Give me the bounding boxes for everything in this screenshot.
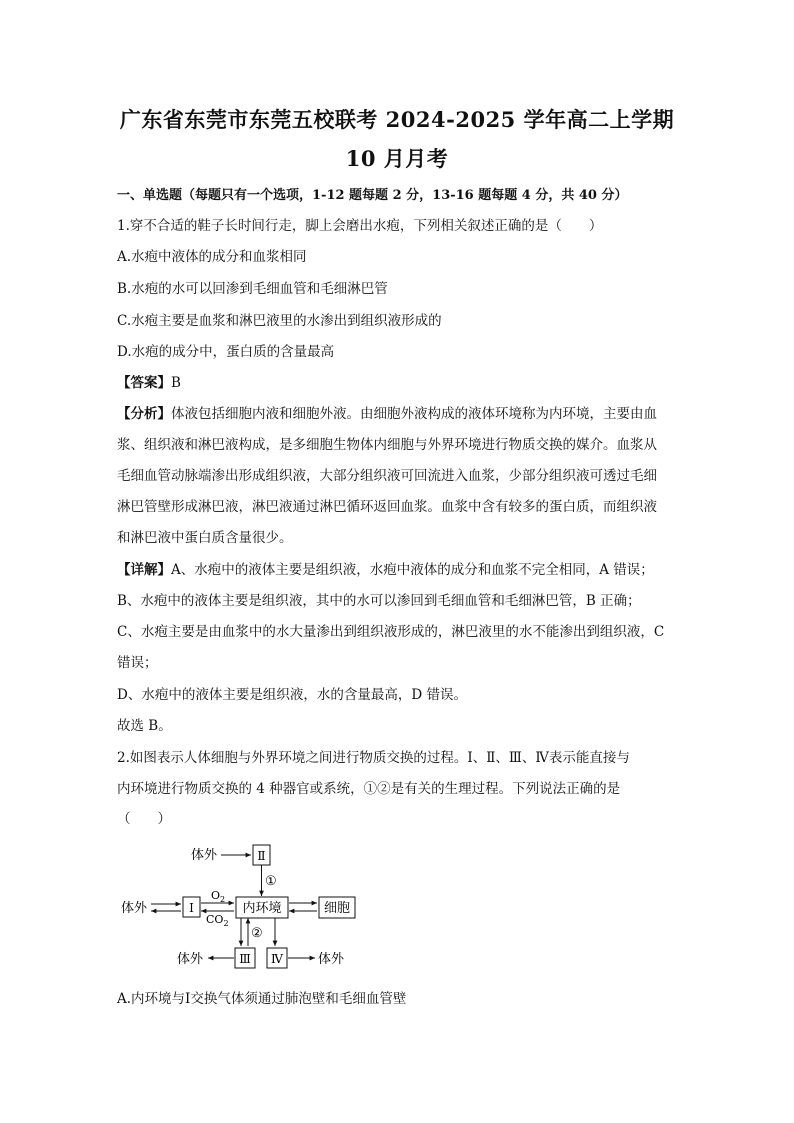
organ-iv-label: Ⅳ bbox=[271, 952, 283, 966]
process-1-label: ① bbox=[265, 874, 277, 889]
q2-stem-line: （ ） bbox=[117, 811, 171, 827]
q1-analysis-line: 淋巴管壁形成淋巴液，淋巴液通过淋巴循环返回血浆。血浆中含有较多的蛋白质，而组织液 bbox=[117, 499, 657, 515]
outside-label-top: 体外 bbox=[191, 848, 218, 863]
outside-label-left: 体外 bbox=[121, 901, 148, 916]
q1-conclusion: 故选 B。 bbox=[117, 718, 172, 734]
q1-option-d: D.水疱的成分中，蛋白质的含量最高 bbox=[117, 344, 335, 360]
q1-option-b: B.水疱的水可以回渗到毛细血管和毛细淋巴管 bbox=[117, 281, 388, 297]
q1-option-c: C.水疱主要是血浆和淋巴液里的水渗出到组织液形成的 bbox=[117, 313, 442, 329]
q2-stem-line: 内环境进行物质交换的 4 种器官或系统，①②是有关的生理过程。下列说法正确的是 bbox=[117, 781, 621, 797]
q1-stem: 1.穿不合适的鞋子长时间行走，脚上会磨出水疱，下列相关叙述正确的是（ ） bbox=[117, 218, 603, 234]
q1-detail-line: C、水疱主要是由血浆中的水大量渗出到组织液形成的，淋巴液里的水不能渗出到组织液，C bbox=[117, 624, 665, 640]
analysis-label: 【分析】 bbox=[117, 406, 171, 422]
organ-ii-label: Ⅱ bbox=[257, 849, 266, 863]
outside-label-bottom-right: 体外 bbox=[318, 952, 345, 967]
q2-option-a: A.内环境与Ⅰ交换气体须通过肺泡壁和毛细血管壁 bbox=[117, 991, 407, 1007]
document-title-line2: 10 月月考 bbox=[345, 146, 449, 171]
q1-detail-line: 错误； bbox=[117, 655, 158, 671]
q1-analysis-line: 和淋巴液中蛋白质含量很少。 bbox=[117, 530, 293, 546]
co2-label: $CO_2$ bbox=[206, 913, 229, 928]
o2-label: $O_2$ bbox=[211, 889, 226, 904]
answer-value: B bbox=[171, 375, 181, 391]
cell-label: 细胞 bbox=[323, 901, 351, 916]
q1-detail-line: B、水疱中的液体主要是组织液，其中的水可以渗回到毛细血管和毛细淋巴管，B 正确； bbox=[117, 593, 641, 609]
process-2-label: ② bbox=[251, 926, 263, 941]
organ-i-label: Ⅰ bbox=[189, 901, 194, 915]
q2-stem-line: 2.如图表示人体细胞与外界环境之间进行物质交换的过程。Ⅰ、Ⅱ、Ⅲ、Ⅳ表示能直接与 bbox=[117, 750, 630, 766]
analysis-text: 体液包括细胞内液和细胞外液。由细胞外液构成的液体环境称为内环境，主要由血 bbox=[171, 406, 657, 422]
detail-text: A、水疱中的液体主要是组织液，水疱中液体的成分和血浆不完全相同，A 错误； bbox=[171, 562, 654, 578]
q1-detail-line bbox=[117, 560, 687, 580]
document-title-line1: 广东省东莞市东莞五校联考 2024-2025 学年高二上学期 bbox=[119, 107, 675, 132]
internal-environment-label: 内环境 bbox=[242, 901, 282, 916]
answer-label: 【答案】 bbox=[117, 375, 171, 391]
section-heading: 一、单选题（每题只有一个选项，1-12 题每题 2 分，13-16 题每题 4 分，共 40 分） bbox=[117, 188, 628, 203]
q1-option-a: A.水疱中液体的成分和血浆相同 bbox=[117, 249, 307, 265]
q1-analysis-line: 毛细血管动脉端渗出形成组织液，大部分组织液可回流进入血浆，少部分组织液可透过毛细 bbox=[117, 468, 657, 484]
q1-analysis-line bbox=[117, 404, 687, 424]
exchange-diagram bbox=[117, 838, 367, 973]
outside-label-bottom-left: 体外 bbox=[177, 952, 204, 967]
q1-detail-line: D、水疱中的液体主要是组织液，水的含量最高，D 错误。 bbox=[117, 687, 467, 703]
q1-analysis-line: 浆、组织液和淋巴液构成，是多细胞生物体内细胞与外界环境进行物质交换的媒介。血浆从 bbox=[117, 437, 657, 453]
organ-iii-label: Ⅲ bbox=[239, 952, 251, 966]
detail-label: 【详解】 bbox=[117, 562, 171, 578]
q1-answer bbox=[117, 373, 687, 393]
